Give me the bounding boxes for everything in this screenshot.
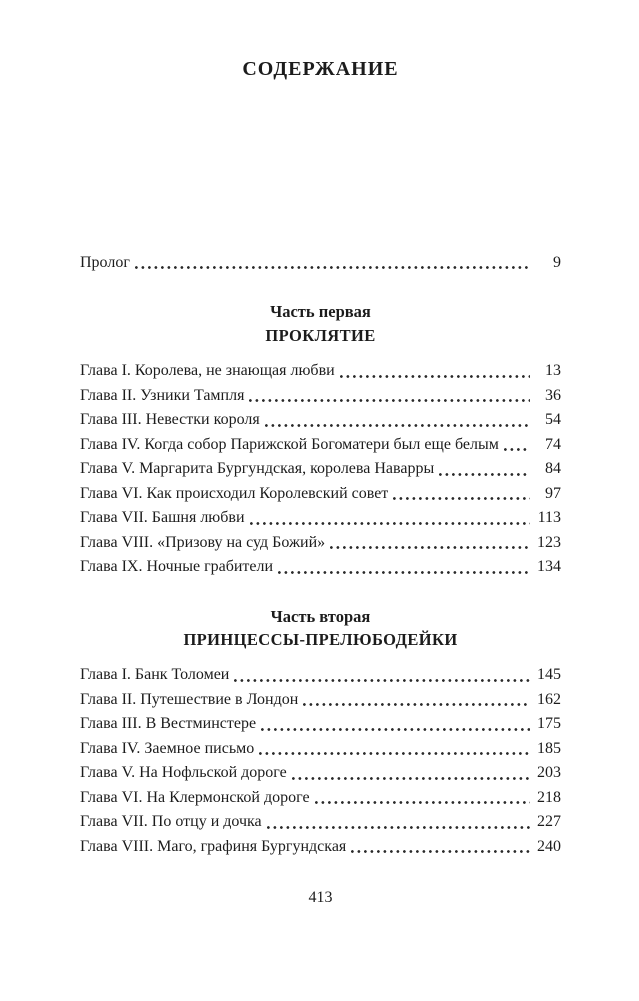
toc-entry-page: 134 (537, 558, 561, 576)
dot-leader (249, 399, 530, 402)
dot-leader (439, 473, 530, 476)
toc-entry (80, 663, 561, 687)
toc-entry-page: 185 (537, 739, 561, 757)
toc-entry-label: Глава II. Узники Тампля (80, 386, 245, 404)
dot-leader (340, 375, 530, 378)
dot-leader (234, 679, 530, 682)
part-label: Часть вторая (270, 606, 371, 626)
toc-entry (80, 531, 561, 555)
toc-entry-page: 9 (553, 254, 561, 271)
toc-entry-label: Пролог (80, 254, 130, 271)
toc-entry (80, 408, 561, 432)
toc-entry (80, 457, 561, 481)
toc-entry-page: 97 (545, 484, 561, 502)
toc-entry (80, 712, 561, 736)
toc-entry (80, 737, 561, 761)
toc-entry (80, 810, 561, 834)
toc-entry-label: Глава IX. Ночные грабители (80, 558, 274, 576)
dot-leader (330, 546, 530, 549)
toc-entry-label: Глава IV. Заемное письмо (80, 739, 255, 757)
toc-entry-label: Глава VI. На Клермонской дороге (80, 788, 310, 806)
toc-entry (80, 433, 561, 457)
dot-leader (259, 752, 530, 755)
toc-entry-label: Глава I. Королева, не знающая любви (80, 362, 335, 380)
page-number: 413 (308, 889, 333, 907)
toc-entry-label: Глава VIII. Маго, графиня Бургундская (80, 837, 347, 855)
toc-entry-label: Глава III. Невестки короля (80, 411, 260, 429)
dot-leader (261, 728, 530, 731)
toc-entry-page: 84 (545, 460, 561, 478)
toc-entry-label: Глава VII. Башня любви (80, 509, 245, 527)
dot-leader (303, 703, 530, 706)
dot-leader (278, 571, 530, 574)
dot-leader (292, 777, 530, 780)
part-heading-2 (80, 605, 561, 652)
toc-entry-prologue (80, 251, 561, 275)
toc-entry-label: Глава II. Путешествие в Лондон (80, 690, 299, 708)
toc-entry-label: Глава VI. Как происходил Королевский совет (80, 484, 389, 502)
toc-entry-page: 218 (537, 788, 561, 806)
toc-entry-page: 123 (537, 533, 561, 551)
toc-entry-page: 74 (545, 435, 561, 453)
toc-entry (80, 835, 561, 859)
dot-leader (135, 266, 530, 269)
toc-entry-label: Глава III. В Вестминстере (80, 715, 257, 733)
toc-entry (80, 761, 561, 785)
toc-entry (80, 688, 561, 712)
toc-entry-label: Глава VIII. «Призову на суд Божий» (80, 533, 326, 551)
toc-entry-page: 13 (545, 362, 561, 380)
part-label: Часть первая (270, 302, 371, 322)
toc-entry (80, 506, 561, 530)
dot-leader (504, 448, 530, 451)
toc-entry-page: 240 (537, 837, 561, 855)
dot-leader (265, 424, 530, 427)
toc-entry-page: 203 (537, 764, 561, 782)
toc-entry (80, 359, 561, 383)
dot-leader (393, 497, 530, 500)
table-of-contents (80, 251, 561, 859)
toc-entry-page: 113 (537, 509, 561, 527)
toc-entry (80, 555, 561, 579)
toc-entry-label: Глава V. Маргарита Бургундская, королева Наварры (80, 460, 435, 478)
part-title: ПРИНЦЕССЫ-ПРЕЛЮБОДЕЙКИ (183, 629, 458, 649)
toc-entry-label: Глава IV. Когда собор Парижской Богоматери был еще белым (80, 435, 499, 453)
toc-entry-page: 162 (537, 690, 561, 708)
toc-entry (80, 384, 561, 408)
toc-entry (80, 786, 561, 810)
part-heading-1 (80, 300, 561, 347)
toc-entry-page: 36 (545, 386, 561, 404)
toc-entry-page: 145 (537, 666, 561, 684)
toc-entry (80, 482, 561, 506)
toc-entry-page: 227 (537, 813, 561, 831)
toc-entry-label: Глава I. Банк Толомеи (80, 666, 230, 684)
dot-leader (250, 522, 530, 525)
toc-entry-page: 175 (537, 715, 561, 733)
toc-entry-page: 54 (545, 411, 561, 429)
dot-leader (267, 826, 530, 829)
dot-leader (315, 801, 530, 804)
page-title: СОДЕРЖАНИЕ (242, 58, 399, 80)
toc-entry-label: Глава VII. По отцу и дочка (80, 813, 262, 831)
toc-entry-label: Глава V. На Нофльской дороге (80, 764, 287, 782)
part-title: ПРОКЛЯТИЕ (265, 325, 376, 345)
dot-leader (351, 850, 530, 853)
